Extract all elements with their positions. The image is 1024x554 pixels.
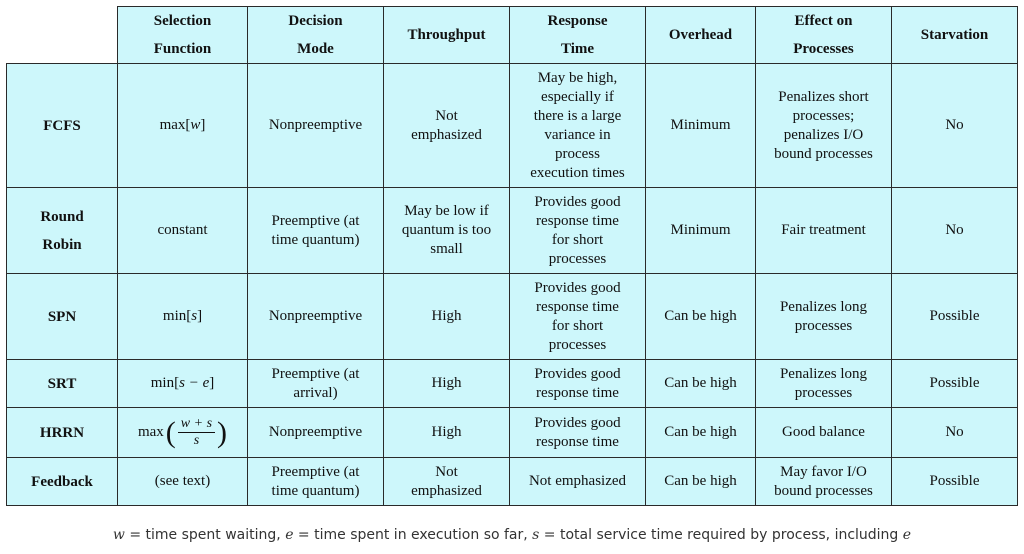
header-overhead: Overhead: [646, 7, 756, 64]
effect-cell: May favor I/O bound processes: [756, 458, 892, 506]
hrrn-formula: max ( $\frac{w + s}{s}$ ): [137, 415, 228, 449]
header-row: [7, 7, 1018, 64]
starvation-cell: Possible: [892, 458, 1018, 506]
header-decision-mode: Decision Mode: [248, 7, 384, 64]
throughput-cell: High: [384, 360, 510, 408]
scheduling-comparison-table: [6, 6, 1018, 506]
table-row: [7, 408, 1018, 458]
decision-mode-cell: Preemptive (at time quantum): [248, 188, 384, 274]
header-throughput: Throughput: [384, 7, 510, 64]
overhead-cell: Can be high: [646, 458, 756, 506]
overhead-cell: Can be high: [646, 408, 756, 458]
selection-function-cell: constant: [118, 188, 248, 274]
effect-cell: Fair treatment: [756, 188, 892, 274]
row-label-feedback: Feedback: [7, 458, 118, 506]
effect-cell: Penalizes long processes: [756, 360, 892, 408]
starvation-cell: No: [892, 64, 1018, 188]
decision-mode-cell: Nonpreemptive: [248, 408, 384, 458]
row-label-hrrn: HRRN: [7, 408, 118, 458]
legend-footnote: w = time spent waiting, e = time spent in execution so far, s = total service time required by process, including e: [112, 527, 912, 543]
throughput-cell: High: [384, 274, 510, 360]
decision-mode-cell: Preemptive (at arrival): [248, 360, 384, 408]
starvation-cell: No: [892, 188, 1018, 274]
overhead-cell: Can be high: [646, 274, 756, 360]
effect-cell: Penalizes long processes: [756, 274, 892, 360]
header-selection-function: Selection Function: [118, 7, 248, 64]
selection-function-cell: min[s]: [118, 274, 248, 360]
throughput-cell: High: [384, 408, 510, 458]
starvation-cell: Possible: [892, 274, 1018, 360]
decision-mode-cell: Nonpreemptive: [248, 64, 384, 188]
starvation-cell: No: [892, 408, 1018, 458]
response-time-cell: May be high, especially if there is a large variance in process execution times: [510, 64, 646, 188]
overhead-cell: Minimum: [646, 188, 756, 274]
throughput-cell: May be low if quantum is too small: [384, 188, 510, 274]
starvation-cell: Possible: [892, 360, 1018, 408]
table-row: [7, 360, 1018, 408]
effect-cell: Penalizes short processes; penalizes I/O bound processes: [756, 64, 892, 188]
table-row: [7, 188, 1018, 274]
response-time-cell: Not emphasized: [510, 458, 646, 506]
row-label-spn: SPN: [7, 274, 118, 360]
selection-function-cell: [118, 408, 248, 458]
effect-cell: Good balance: [756, 408, 892, 458]
row-label-fcfs: FCFS: [7, 64, 118, 188]
decision-mode-cell: Preemptive (at time quantum): [248, 458, 384, 506]
corner-cell: [7, 7, 118, 64]
overhead-cell: Can be high: [646, 360, 756, 408]
overhead-cell: Minimum: [646, 64, 756, 188]
response-time-cell: Provides good response time for short processes: [510, 274, 646, 360]
response-time-cell: Provides good response time: [510, 360, 646, 408]
row-label-srt: SRT: [7, 360, 118, 408]
table-row: [7, 458, 1018, 506]
selection-function-cell: max[w]: [118, 64, 248, 188]
selection-function-cell: min[s − e]: [118, 360, 248, 408]
decision-mode-cell: Nonpreemptive: [248, 274, 384, 360]
response-time-cell: Provides good response time for short processes: [510, 188, 646, 274]
table-row: [7, 274, 1018, 360]
response-time-cell: Provides good response time: [510, 408, 646, 458]
row-label-round-robin: Round Robin: [7, 188, 118, 274]
selection-function-cell: (see text): [118, 458, 248, 506]
header-response-time: Response Time: [510, 7, 646, 64]
table-row: [7, 64, 1018, 188]
header-starvation: Starvation: [892, 7, 1018, 64]
throughput-cell: Not emphasized: [384, 458, 510, 506]
header-effect-on-processes: Effect on Processes: [756, 7, 892, 64]
throughput-cell: Not emphasized: [384, 64, 510, 188]
